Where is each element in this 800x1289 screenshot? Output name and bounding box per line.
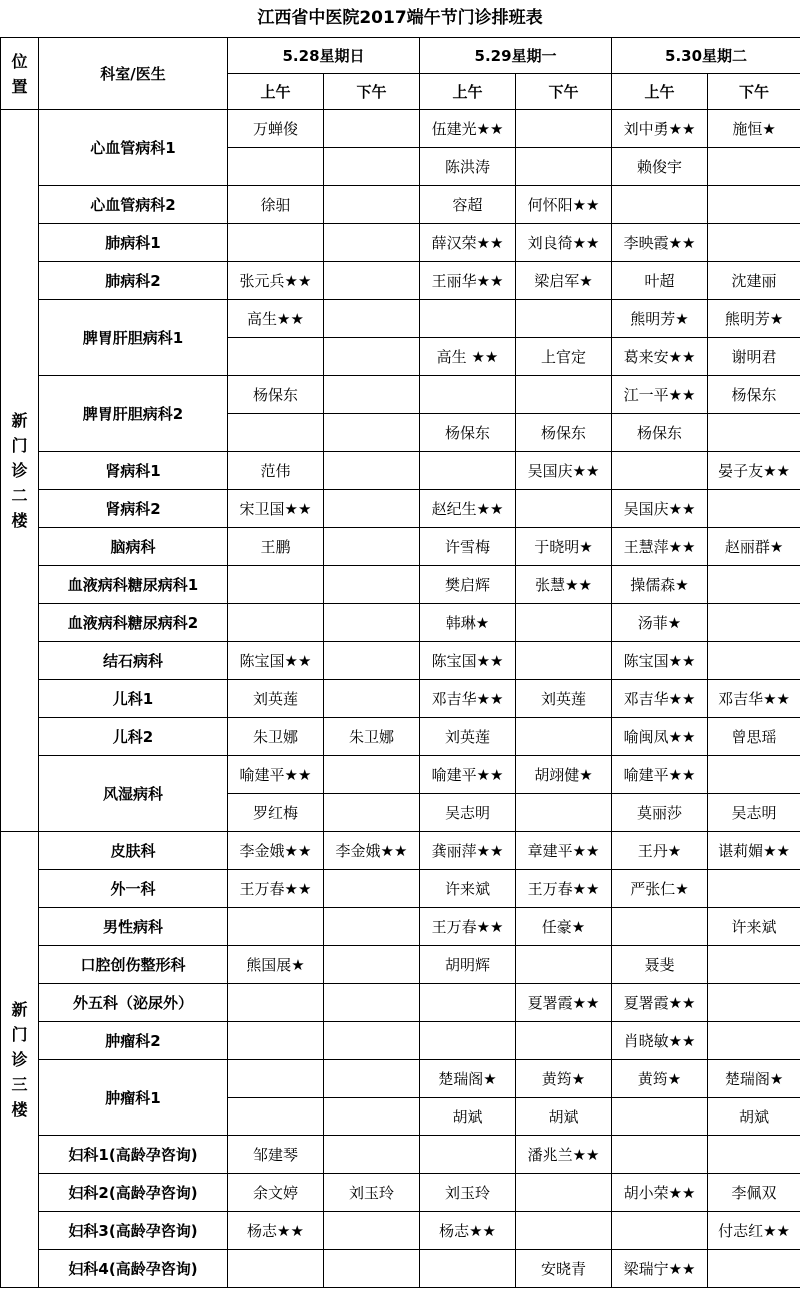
table-row — [1, 566, 800, 604]
doctor-cell: 李金娥★★ — [324, 832, 420, 870]
doctor-cell — [228, 908, 324, 946]
doctor-cell: 赵丽群★ — [708, 528, 800, 566]
doctor-cell: 刘英莲 — [420, 718, 516, 756]
table-row — [1, 1060, 800, 1098]
doctor-cell: 安晓青 — [516, 1250, 612, 1288]
doctor-cell: 章建平★★ — [516, 832, 612, 870]
doctor-cell: 施恒★ — [708, 110, 800, 148]
department-name: 肺病科2 — [39, 262, 228, 300]
doctor-cell — [708, 642, 800, 680]
doctor-cell: 肖晓敏★★ — [612, 1022, 708, 1060]
doctor-cell — [612, 1212, 708, 1250]
doctor-cell: 万蝉俊 — [228, 110, 324, 148]
doctor-cell: 上官定 — [516, 338, 612, 376]
header-am: 上午 — [420, 74, 516, 110]
schedule-table — [0, 37, 800, 1288]
doctor-cell — [324, 680, 420, 718]
doctor-cell: 潘兆兰★★ — [516, 1136, 612, 1174]
doctor-cell — [420, 984, 516, 1022]
page-title: 江西省中医院2017端午节门诊排班表 — [257, 8, 543, 28]
doctor-cell — [324, 414, 420, 452]
doctor-cell: 刘中勇★★ — [612, 110, 708, 148]
table-row — [1, 1174, 800, 1212]
doctor-cell: 汤菲★ — [612, 604, 708, 642]
department-name: 肺病科1 — [39, 224, 228, 262]
doctor-cell — [516, 490, 612, 528]
doctor-cell: 刘玉玲 — [420, 1174, 516, 1212]
department-name: 血液病科糖尿病科2 — [39, 604, 228, 642]
doctor-cell: 黄筠★ — [516, 1060, 612, 1098]
doctor-cell — [708, 148, 800, 186]
doctor-cell: 高生★★ — [228, 300, 324, 338]
table-row — [1, 1250, 800, 1288]
doctor-cell — [612, 1136, 708, 1174]
table-row — [1, 680, 800, 718]
department-name: 妇科4(高龄孕咨询) — [39, 1250, 228, 1288]
doctor-cell: 操儒森★ — [612, 566, 708, 604]
doctor-cell — [324, 1136, 420, 1174]
doctor-cell — [228, 984, 324, 1022]
header-pm: 下午 — [516, 74, 612, 110]
doctor-cell — [324, 1060, 420, 1098]
table-row — [1, 262, 800, 300]
table-row — [1, 832, 800, 870]
doctor-cell: 杨保东 — [420, 414, 516, 452]
doctor-cell: 杨保东 — [708, 376, 800, 414]
department-name: 脾胃肝胆病科2 — [39, 376, 228, 452]
doctor-cell: 张元兵★★ — [228, 262, 324, 300]
doctor-cell: 王万春★★ — [420, 908, 516, 946]
table-row — [1, 642, 800, 680]
department-name: 妇科3(高龄孕咨询) — [39, 1212, 228, 1250]
doctor-cell — [324, 794, 420, 832]
doctor-cell — [516, 110, 612, 148]
department-name: 皮肤科 — [39, 832, 228, 870]
doctor-cell — [324, 642, 420, 680]
doctor-cell — [516, 1212, 612, 1250]
doctor-cell — [612, 1098, 708, 1136]
department-name: 肾病科2 — [39, 490, 228, 528]
doctor-cell — [420, 376, 516, 414]
header-date: 5.29星期一 — [420, 38, 612, 74]
department-name: 肿瘤科2 — [39, 1022, 228, 1060]
doctor-cell: 胡斌 — [516, 1098, 612, 1136]
table-row — [1, 300, 800, 338]
doctor-cell — [324, 338, 420, 376]
doctor-cell: 王丽华★★ — [420, 262, 516, 300]
doctor-cell: 樊启辉 — [420, 566, 516, 604]
doctor-cell: 胡翊健★ — [516, 756, 612, 794]
doctor-cell: 谢明君 — [708, 338, 800, 376]
doctor-cell — [708, 1022, 800, 1060]
header-am: 上午 — [228, 74, 324, 110]
doctor-cell: 赖俊宇 — [612, 148, 708, 186]
doctor-cell — [324, 300, 420, 338]
header-pm: 下午 — [708, 74, 800, 110]
table-row — [1, 946, 800, 984]
doctor-cell — [420, 300, 516, 338]
department-name: 脑病科 — [39, 528, 228, 566]
doctor-cell: 曾思瑶 — [708, 718, 800, 756]
doctor-cell: 胡斌 — [420, 1098, 516, 1136]
doctor-cell: 吴志明 — [420, 794, 516, 832]
department-name: 儿科1 — [39, 680, 228, 718]
doctor-cell — [516, 604, 612, 642]
doctor-cell: 王鹏 — [228, 528, 324, 566]
doctor-cell — [516, 376, 612, 414]
table-row — [1, 1212, 800, 1250]
doctor-cell: 喻建平★★ — [228, 756, 324, 794]
doctor-cell: 龚丽萍★★ — [420, 832, 516, 870]
doctor-cell — [228, 1060, 324, 1098]
doctor-cell: 杨保东 — [516, 414, 612, 452]
table-row — [1, 528, 800, 566]
doctor-cell: 江一平★★ — [612, 376, 708, 414]
doctor-cell — [324, 1212, 420, 1250]
department-name: 脾胃肝胆病科1 — [39, 300, 228, 376]
doctor-cell: 聂斐 — [612, 946, 708, 984]
table-row — [1, 452, 800, 490]
location-label: 新门诊三楼 — [1, 832, 39, 1288]
doctor-cell: 李金娥★★ — [228, 832, 324, 870]
doctor-cell: 吴志明 — [708, 794, 800, 832]
doctor-cell: 胡明辉 — [420, 946, 516, 984]
doctor-cell — [516, 300, 612, 338]
doctor-cell — [708, 414, 800, 452]
doctor-cell — [420, 1250, 516, 1288]
doctor-cell: 熊明芳★ — [612, 300, 708, 338]
doctor-cell — [708, 1250, 800, 1288]
doctor-cell — [324, 1022, 420, 1060]
doctor-cell — [708, 1136, 800, 1174]
doctor-cell: 邹建琴 — [228, 1136, 324, 1174]
doctor-cell: 刘英莲 — [516, 680, 612, 718]
doctor-cell: 杨志★★ — [228, 1212, 324, 1250]
department-name: 血液病科糖尿病科1 — [39, 566, 228, 604]
header-am: 上午 — [612, 74, 708, 110]
doctor-cell — [420, 1136, 516, 1174]
department-name: 儿科2 — [39, 718, 228, 756]
department-name: 结石病科 — [39, 642, 228, 680]
doctor-cell: 邓吉华★★ — [708, 680, 800, 718]
doctor-cell: 吴国庆★★ — [612, 490, 708, 528]
doctor-cell — [324, 376, 420, 414]
doctor-cell: 李映霞★★ — [612, 224, 708, 262]
department-name: 妇科2(高龄孕咨询) — [39, 1174, 228, 1212]
header-dept-doctor: 科室/医生 — [39, 38, 228, 110]
doctor-cell: 刘英莲 — [228, 680, 324, 718]
doctor-cell: 胡斌 — [708, 1098, 800, 1136]
doctor-cell: 陈宝国★★ — [612, 642, 708, 680]
table-row — [1, 1022, 800, 1060]
doctor-cell — [516, 148, 612, 186]
doctor-cell: 晏子友★★ — [708, 452, 800, 490]
doctor-cell — [516, 718, 612, 756]
doctor-cell — [708, 946, 800, 984]
doctor-cell: 吴国庆★★ — [516, 452, 612, 490]
doctor-cell: 于晓明★ — [516, 528, 612, 566]
header-date: 5.30星期二 — [612, 38, 800, 74]
doctor-cell: 梁瑞宁★★ — [612, 1250, 708, 1288]
doctor-cell — [324, 528, 420, 566]
doctor-cell — [324, 908, 420, 946]
doctor-cell: 高生 ★★ — [420, 338, 516, 376]
doctor-cell: 楚瑞阁★ — [708, 1060, 800, 1098]
doctor-cell: 伍建光★★ — [420, 110, 516, 148]
header-date: 5.28星期日 — [228, 38, 420, 74]
doctor-cell — [228, 1250, 324, 1288]
doctor-cell — [420, 1022, 516, 1060]
table-row — [1, 984, 800, 1022]
doctor-cell — [228, 414, 324, 452]
doctor-cell: 张慧★★ — [516, 566, 612, 604]
doctor-cell: 朱卫娜 — [228, 718, 324, 756]
table-row — [1, 756, 800, 794]
doctor-cell: 许雪梅 — [420, 528, 516, 566]
doctor-cell: 胡小荣★★ — [612, 1174, 708, 1212]
doctor-cell — [516, 1022, 612, 1060]
department-name: 风湿病科 — [39, 756, 228, 832]
department-name: 外一科 — [39, 870, 228, 908]
doctor-cell — [516, 1174, 612, 1212]
schedule-body — [1, 110, 800, 1288]
doctor-cell — [708, 224, 800, 262]
doctor-cell — [612, 186, 708, 224]
doctor-cell: 叶超 — [612, 262, 708, 300]
doctor-cell: 邓吉华★★ — [420, 680, 516, 718]
doctor-cell — [516, 946, 612, 984]
doctor-cell: 杨保东 — [228, 376, 324, 414]
doctor-cell — [324, 604, 420, 642]
doctor-cell: 陈洪涛 — [420, 148, 516, 186]
doctor-cell: 朱卫娜 — [324, 718, 420, 756]
doctor-cell: 葛来安★★ — [612, 338, 708, 376]
doctor-cell — [612, 452, 708, 490]
doctor-cell — [324, 1250, 420, 1288]
doctor-cell — [708, 984, 800, 1022]
doctor-cell: 李佩双 — [708, 1174, 800, 1212]
doctor-cell — [324, 566, 420, 604]
doctor-cell: 韩琳★ — [420, 604, 516, 642]
table-row — [1, 908, 800, 946]
doctor-cell — [228, 604, 324, 642]
doctor-cell: 楚瑞阁★ — [420, 1060, 516, 1098]
doctor-cell — [708, 870, 800, 908]
doctor-cell: 罗红梅 — [228, 794, 324, 832]
department-name: 肾病科1 — [39, 452, 228, 490]
doctor-cell: 喻建平★★ — [420, 756, 516, 794]
doctor-cell: 王万春★★ — [228, 870, 324, 908]
table-row — [1, 1136, 800, 1174]
department-name: 肿瘤科1 — [39, 1060, 228, 1136]
department-name: 心血管病科1 — [39, 110, 228, 186]
doctor-cell — [228, 1098, 324, 1136]
doctor-cell — [324, 262, 420, 300]
doctor-cell: 严张仁★ — [612, 870, 708, 908]
doctor-cell: 范伟 — [228, 452, 324, 490]
doctor-cell — [324, 148, 420, 186]
doctor-cell: 王丹★ — [612, 832, 708, 870]
doctor-cell: 喻建平★★ — [612, 756, 708, 794]
doctor-cell: 刘玉玲 — [324, 1174, 420, 1212]
doctor-cell: 赵纪生★★ — [420, 490, 516, 528]
doctor-cell — [708, 604, 800, 642]
location-label: 新门诊二楼 — [1, 110, 39, 832]
doctor-cell — [708, 566, 800, 604]
doctor-cell: 付志红★★ — [708, 1212, 800, 1250]
doctor-cell: 夏署霞★★ — [516, 984, 612, 1022]
department-name: 心血管病科2 — [39, 186, 228, 224]
department-name: 妇科1(高龄孕咨询) — [39, 1136, 228, 1174]
doctor-cell: 邓吉华★★ — [612, 680, 708, 718]
doctor-cell: 王万春★★ — [516, 870, 612, 908]
doctor-cell — [324, 452, 420, 490]
doctor-cell — [228, 224, 324, 262]
doctor-cell: 杨志★★ — [420, 1212, 516, 1250]
doctor-cell: 刘良徛★★ — [516, 224, 612, 262]
doctor-cell — [324, 946, 420, 984]
doctor-cell — [516, 794, 612, 832]
doctor-cell — [324, 870, 420, 908]
department-name: 外五科（泌尿外） — [39, 984, 228, 1022]
doctor-cell — [324, 756, 420, 794]
doctor-cell — [324, 1098, 420, 1136]
doctor-cell: 王慧萍★★ — [612, 528, 708, 566]
doctor-cell — [228, 338, 324, 376]
doctor-cell — [708, 186, 800, 224]
table-row — [1, 186, 800, 224]
table-row — [1, 110, 800, 148]
header-position: 位置 — [1, 38, 39, 110]
doctor-cell: 薛汉荣★★ — [420, 224, 516, 262]
doctor-cell — [324, 224, 420, 262]
doctor-cell: 许来斌 — [420, 870, 516, 908]
doctor-cell — [708, 490, 800, 528]
doctor-cell: 熊明芳★ — [708, 300, 800, 338]
doctor-cell: 容超 — [420, 186, 516, 224]
doctor-cell: 许来斌 — [708, 908, 800, 946]
doctor-cell: 任豪★ — [516, 908, 612, 946]
department-name: 男性病科 — [39, 908, 228, 946]
doctor-cell: 黄筠★ — [612, 1060, 708, 1098]
department-name: 口腔创伤整形科 — [39, 946, 228, 984]
header-pm: 下午 — [324, 74, 420, 110]
doctor-cell: 莫丽莎 — [612, 794, 708, 832]
table-row — [1, 870, 800, 908]
doctor-cell: 徐驲 — [228, 186, 324, 224]
doctor-cell: 陈宝国★★ — [228, 642, 324, 680]
doctor-cell: 何怀阳★★ — [516, 186, 612, 224]
doctor-cell — [612, 908, 708, 946]
doctor-cell — [420, 452, 516, 490]
table-row — [1, 718, 800, 756]
doctor-cell: 陈宝国★★ — [420, 642, 516, 680]
doctor-cell — [324, 984, 420, 1022]
doctor-cell — [324, 490, 420, 528]
doctor-cell — [324, 110, 420, 148]
doctor-cell: 梁启军★ — [516, 262, 612, 300]
doctor-cell: 谌莉媚★★ — [708, 832, 800, 870]
doctor-cell: 余文婷 — [228, 1174, 324, 1212]
doctor-cell: 沈建丽 — [708, 262, 800, 300]
table-row — [1, 604, 800, 642]
doctor-cell: 杨保东 — [612, 414, 708, 452]
table-row — [1, 490, 800, 528]
doctor-cell — [228, 566, 324, 604]
doctor-cell — [516, 642, 612, 680]
doctor-cell — [228, 148, 324, 186]
doctor-cell: 宋卫国★★ — [228, 490, 324, 528]
doctor-cell: 喻闽凤★★ — [612, 718, 708, 756]
doctor-cell: 熊国展★ — [228, 946, 324, 984]
table-row — [1, 224, 800, 262]
doctor-cell — [708, 756, 800, 794]
doctor-cell — [324, 186, 420, 224]
doctor-cell — [228, 1022, 324, 1060]
doctor-cell: 夏署霞★★ — [612, 984, 708, 1022]
table-row — [1, 376, 800, 414]
